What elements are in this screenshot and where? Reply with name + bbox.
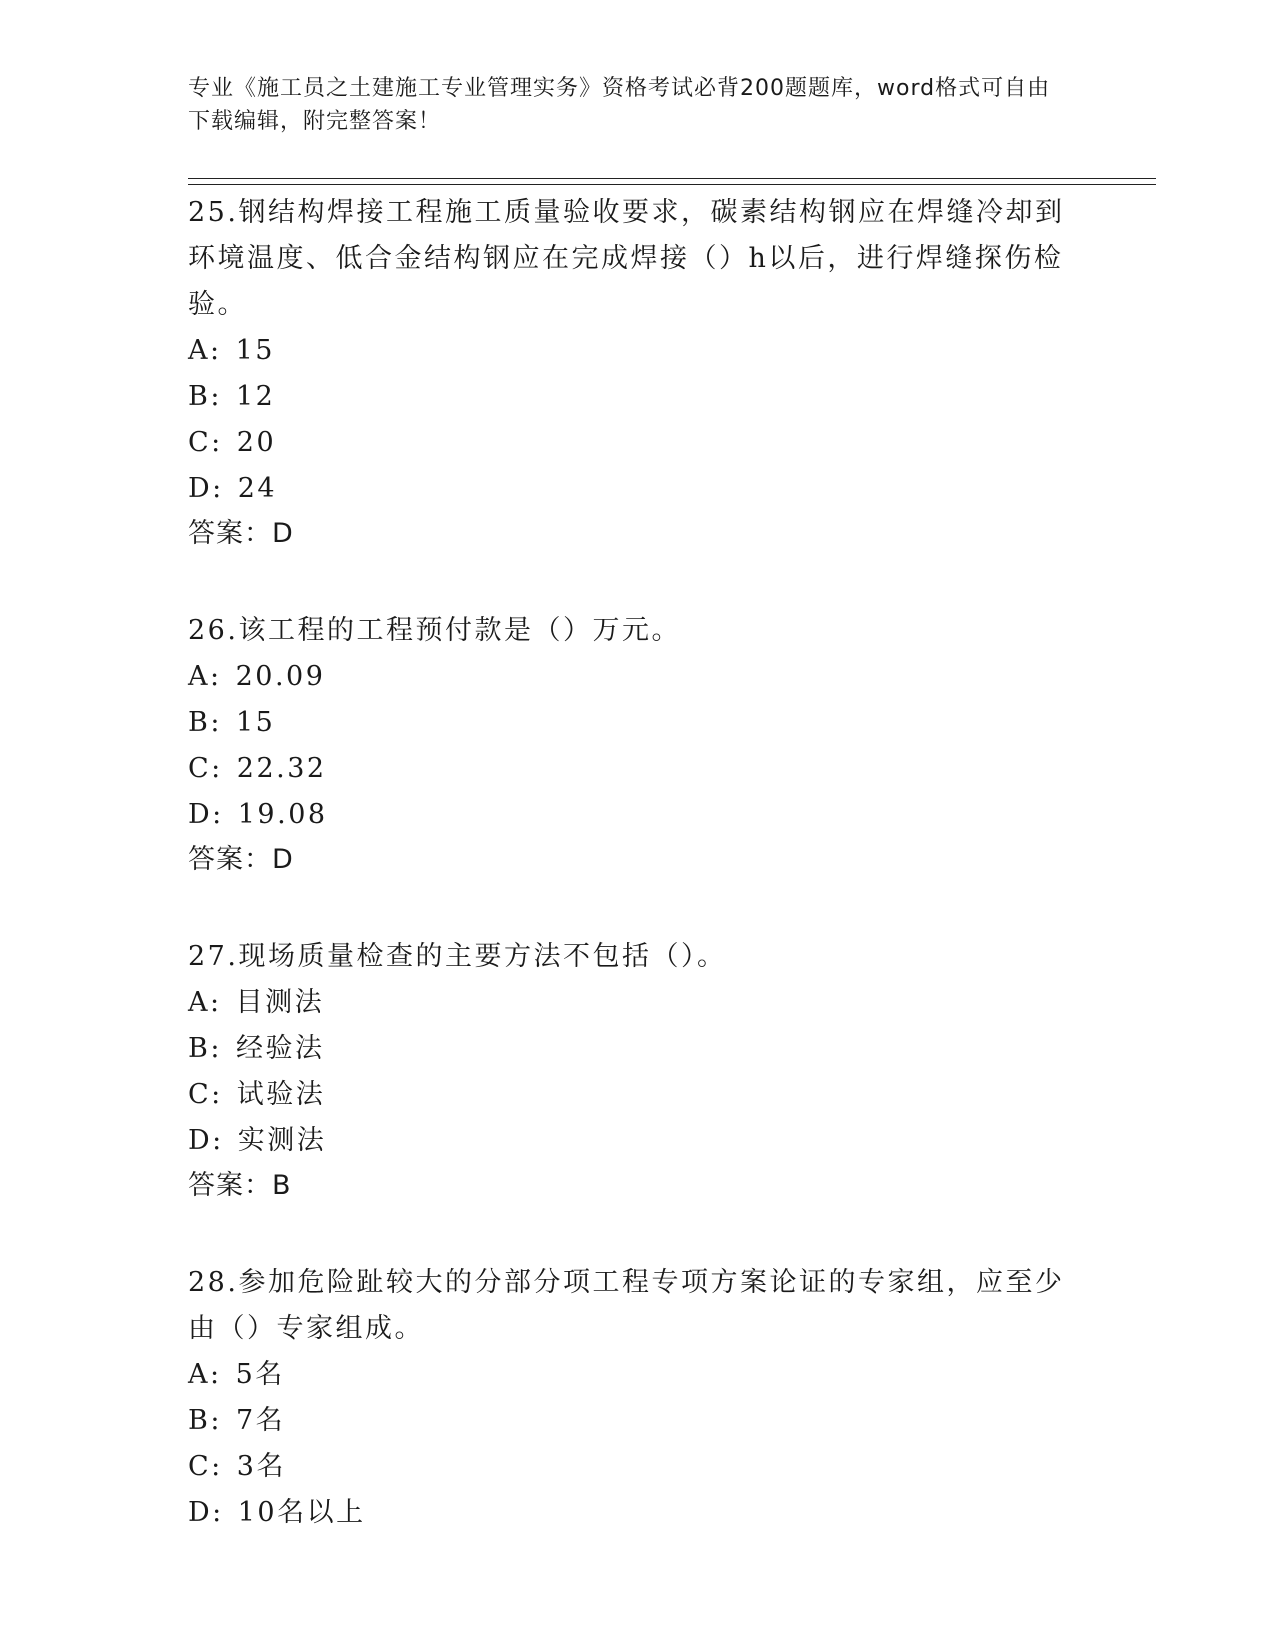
question-stem: 28.参加危险趾较大的分部分项工程专项方案论证的专家组，应至少由（）专家组成。 bbox=[188, 1267, 1065, 1344]
option-value: 7名 bbox=[235, 1405, 286, 1436]
option-letter: B: bbox=[188, 707, 222, 738]
option-letter: C: bbox=[188, 427, 223, 458]
option-b bbox=[188, 1398, 1088, 1444]
question-25 bbox=[188, 190, 1088, 556]
option-letter: B: bbox=[188, 1405, 222, 1436]
question-stem: 25.钢结构焊接工程施工质量验收要求，碳素结构钢应在焊缝冷却到环境温度、低合金结构钢应在完成焊接（）h以后，进行焊缝探伤检验。 bbox=[188, 197, 1065, 320]
option-value: 5名 bbox=[235, 1359, 285, 1390]
option-letter: B: bbox=[188, 381, 222, 412]
option-a bbox=[188, 328, 1088, 374]
option-letter: D: bbox=[188, 473, 224, 504]
answer-line: 答案：D bbox=[188, 518, 294, 549]
option-letter: D: bbox=[188, 799, 224, 830]
option-value: 3名 bbox=[236, 1451, 286, 1482]
option-value: 22.32 bbox=[236, 753, 327, 784]
option-b bbox=[188, 1026, 1088, 1072]
question-stem: 26.该工程的工程预付款是（）万元。 bbox=[188, 615, 681, 646]
option-d bbox=[188, 1118, 1088, 1164]
option-a bbox=[188, 1352, 1088, 1398]
option-letter: A: bbox=[188, 987, 222, 1018]
option-value: 24 bbox=[237, 473, 278, 504]
option-d bbox=[188, 466, 1088, 512]
header-divider-bottom bbox=[188, 184, 1156, 185]
option-value: 20.09 bbox=[235, 661, 326, 692]
option-a bbox=[188, 654, 1088, 700]
option-d bbox=[188, 1490, 1088, 1536]
option-letter: D: bbox=[188, 1497, 224, 1528]
option-a bbox=[188, 980, 1088, 1026]
option-value: 实测法 bbox=[237, 1125, 327, 1156]
answer-line: 答案：B bbox=[188, 1170, 292, 1201]
option-b bbox=[188, 374, 1088, 420]
question-28 bbox=[188, 1260, 1088, 1536]
option-c bbox=[188, 1072, 1088, 1118]
option-value: 15 bbox=[235, 335, 275, 366]
option-value: 10名以上 bbox=[237, 1497, 366, 1528]
option-b bbox=[188, 700, 1088, 746]
option-value: 19.08 bbox=[237, 799, 328, 830]
option-value: 试验法 bbox=[236, 1079, 326, 1110]
option-c bbox=[188, 746, 1088, 792]
answer-line: 答案：D bbox=[188, 844, 294, 875]
option-c bbox=[188, 1444, 1088, 1490]
question-27 bbox=[188, 934, 1088, 1208]
option-value: 15 bbox=[235, 707, 276, 738]
option-value: 12 bbox=[235, 381, 276, 412]
option-letter: A: bbox=[188, 661, 222, 692]
option-letter: D: bbox=[188, 1125, 224, 1156]
question-26 bbox=[188, 608, 1088, 882]
option-d bbox=[188, 792, 1088, 838]
option-letter: B: bbox=[188, 1033, 222, 1064]
option-value: 目测法 bbox=[235, 987, 325, 1018]
option-letter: C: bbox=[188, 753, 223, 784]
option-letter: A: bbox=[188, 1359, 222, 1390]
question-stem: 27.现场质量检查的主要方法不包括（）。 bbox=[188, 941, 727, 972]
option-letter: C: bbox=[188, 1079, 223, 1110]
option-c bbox=[188, 420, 1088, 466]
option-letter: C: bbox=[188, 1451, 223, 1482]
option-letter: A: bbox=[188, 335, 222, 366]
document-header: 专业《施工员之土建施工专业管理实务》资格考试必背200题题库，word格式可自由下载编辑，附完整答案！ bbox=[188, 76, 1051, 134]
question-list bbox=[188, 190, 1088, 1586]
option-value: 经验法 bbox=[235, 1033, 325, 1064]
option-value: 20 bbox=[236, 427, 277, 458]
header-divider-top bbox=[188, 178, 1156, 179]
